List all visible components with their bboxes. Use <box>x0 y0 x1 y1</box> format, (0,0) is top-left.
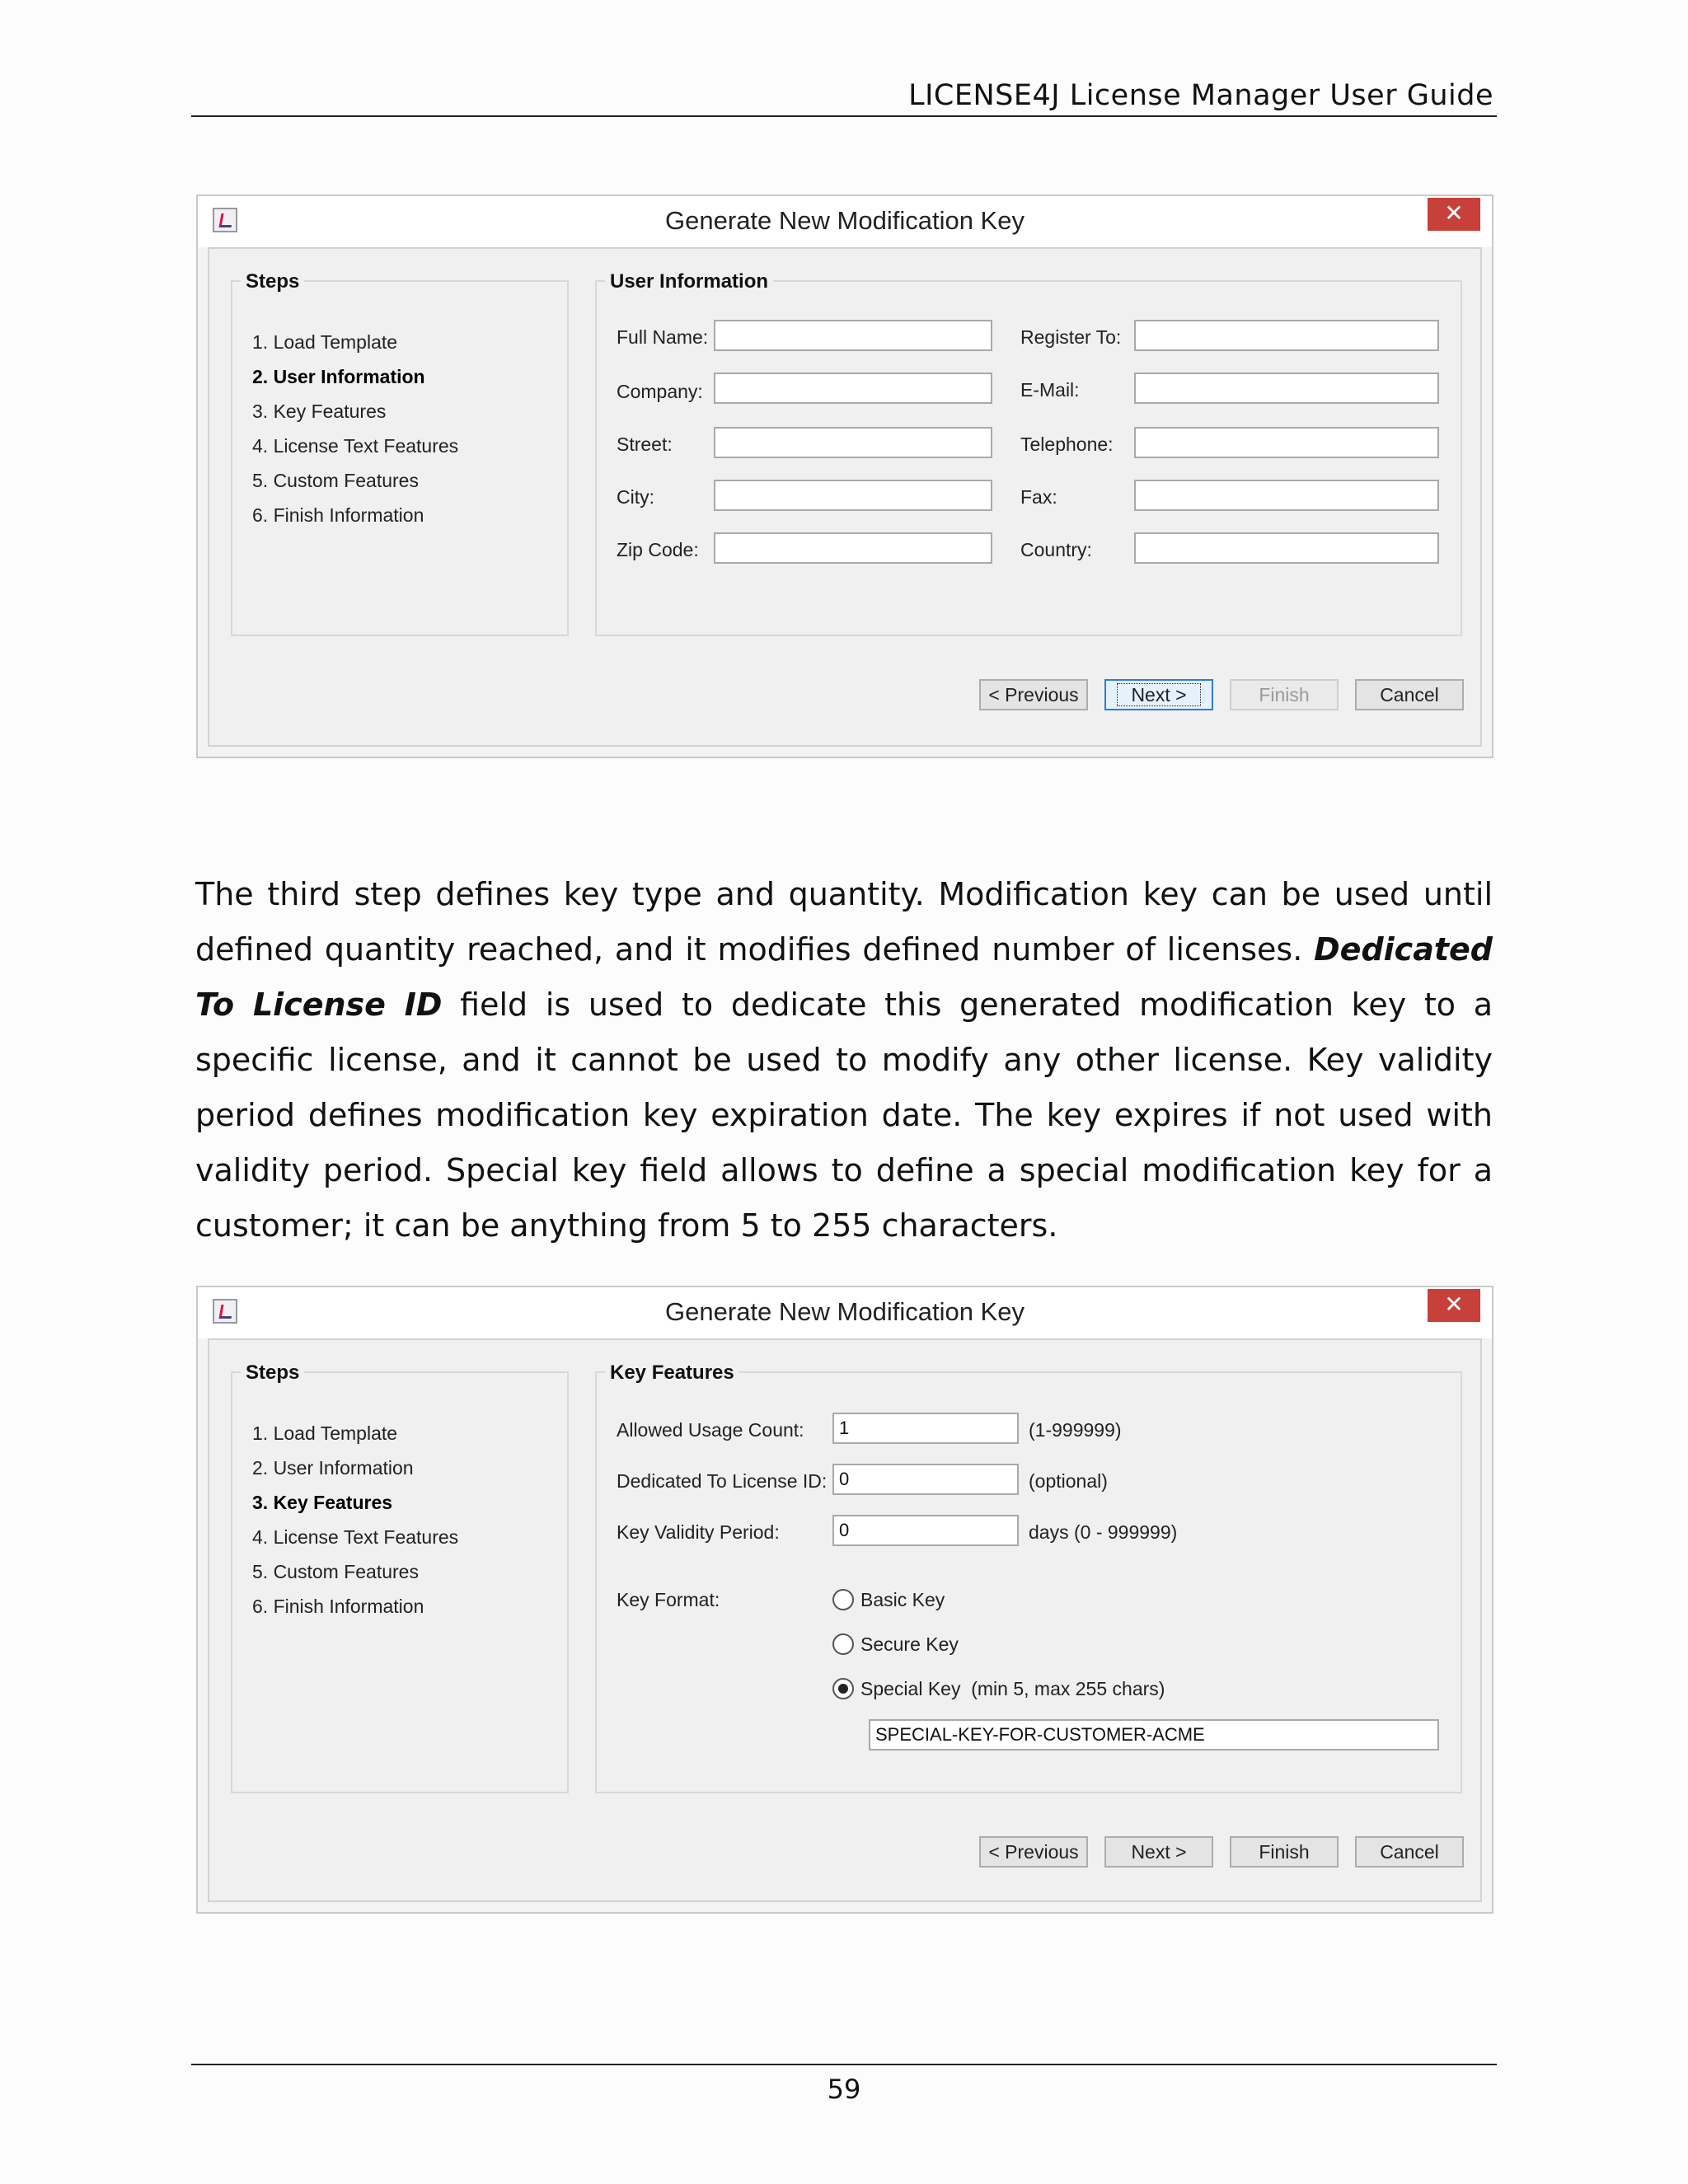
header-rule <box>191 115 1497 117</box>
step-item-active: 2. User Information <box>252 366 425 387</box>
basic-key-radio[interactable] <box>832 1589 854 1610</box>
previous-button[interactable]: < Previous <box>979 679 1088 710</box>
special-key-label[interactable]: Special Key (min 5, max 255 chars) <box>860 1678 1165 1699</box>
full-name-field[interactable] <box>714 320 992 351</box>
finish-button[interactable]: Finish <box>1230 679 1339 710</box>
dialog-key-features <box>196 1286 1493 1914</box>
key-validity-period-label: Key Validity Period: <box>617 1521 780 1543</box>
allowed-usage-count-field[interactable]: 1 <box>832 1413 1019 1444</box>
dialog-titlebar <box>198 196 1492 247</box>
dedicated-license-id-field[interactable]: 0 <box>832 1464 1019 1495</box>
full-name-label: Full Name: <box>617 326 709 348</box>
footer-rule <box>191 2064 1497 2065</box>
step-item: 1. Load Template <box>252 331 398 353</box>
street-label: Street: <box>617 434 673 455</box>
next-button[interactable]: Next > <box>1104 1836 1213 1868</box>
steps-list <box>252 1416 458 1624</box>
dialog-body <box>208 247 1482 747</box>
allowed-usage-count-label: Allowed Usage Count: <box>617 1419 804 1441</box>
step-item-active: 3. Key Features <box>252 1492 393 1513</box>
dialog-title: Generate New Modification Key <box>665 206 1025 235</box>
cancel-button[interactable]: Cancel <box>1355 1836 1464 1868</box>
step-item: 4. License Text Features <box>252 1526 459 1548</box>
steps-panel <box>231 270 569 636</box>
dialog-title: Generate New Modification Key <box>665 1297 1025 1326</box>
body-paragraph <box>195 867 1493 1254</box>
steps-title: Steps <box>241 270 304 293</box>
street-field[interactable] <box>714 427 992 458</box>
city-field[interactable] <box>714 480 992 511</box>
email-label: E-Mail: <box>1020 379 1080 401</box>
steps-title: Steps <box>241 1361 304 1385</box>
telephone-field[interactable] <box>1134 427 1439 458</box>
zip-code-label: Zip Code: <box>617 539 699 560</box>
section-title: Key Features <box>605 1361 739 1385</box>
zip-code-field[interactable] <box>714 532 992 564</box>
paragraph-text-2: field is used to dedicate this generated modification key to a specific license, and it cannot be used to modify any other license. Key validity period defines modification key expiration date. The key expires if not used with validity period. Special key field allows to define a special modification key for a customer; it can be anything from 5 to 255 characters. <box>195 987 1493 1244</box>
step-item: 4. License Text Features <box>252 435 459 457</box>
step-item: 1. Load Template <box>252 1422 398 1444</box>
next-button-label: Next > <box>1117 683 1200 706</box>
step-item: 6. Finish Information <box>252 1596 424 1617</box>
cancel-button[interactable]: Cancel <box>1355 679 1464 710</box>
dedicated-license-id-hint: (optional) <box>1029 1470 1108 1492</box>
register-to-field[interactable] <box>1134 320 1439 351</box>
secure-key-radio[interactable] <box>832 1633 854 1655</box>
step-item: 5. Custom Features <box>252 1561 419 1582</box>
page-number: 59 <box>827 2074 861 2105</box>
steps-panel <box>231 1361 569 1793</box>
section-title: User Information <box>605 270 773 293</box>
steps-list <box>252 325 458 532</box>
step-item: 5. Custom Features <box>252 470 419 491</box>
key-format-label: Key Format: <box>617 1589 720 1610</box>
previous-button[interactable]: < Previous <box>979 1836 1088 1868</box>
close-icon[interactable]: ✕ <box>1428 1289 1480 1322</box>
email-field[interactable] <box>1134 373 1439 404</box>
city-label: City: <box>617 486 654 508</box>
company-label: Company: <box>617 381 703 402</box>
special-key-field[interactable]: SPECIAL-KEY-FOR-CUSTOMER-ACME <box>869 1719 1439 1750</box>
fax-label: Fax: <box>1020 486 1057 508</box>
secure-key-label[interactable]: Secure Key <box>860 1633 959 1655</box>
dialog-user-information <box>196 194 1493 758</box>
key-validity-period-hint: days (0 - 999999) <box>1029 1521 1178 1543</box>
dialog-titlebar <box>198 1287 1492 1338</box>
step-item: 3. Key Features <box>252 401 387 422</box>
dialog-body <box>208 1338 1482 1902</box>
dedicated-license-id-label: Dedicated To License ID: <box>617 1470 828 1492</box>
register-to-label: Register To: <box>1020 326 1122 348</box>
paragraph-text-1: The third step defines key type and quantity. Modification key can be used until defined quantity reached, and it modifies defined number of licenses. <box>195 876 1493 968</box>
special-key-radio[interactable] <box>832 1678 854 1699</box>
allowed-usage-hint: (1-999999) <box>1029 1419 1122 1441</box>
basic-key-label[interactable]: Basic Key <box>860 1589 945 1610</box>
step-item: 6. Finish Information <box>252 504 424 526</box>
country-label: Country: <box>1020 539 1092 560</box>
country-field[interactable] <box>1134 532 1439 564</box>
paragraph-emphasis: Dedicated To License ID <box>195 931 1493 1023</box>
telephone-label: Telephone: <box>1020 434 1114 455</box>
step-item: 2. User Information <box>252 1457 414 1479</box>
next-button[interactable] <box>1104 679 1213 710</box>
key-features-panel <box>595 1361 1462 1793</box>
finish-button[interactable]: Finish <box>1230 1836 1339 1868</box>
company-field[interactable] <box>714 373 992 404</box>
running-header: LICENSE4J License Manager User Guide <box>908 79 1493 112</box>
key-validity-period-field[interactable]: 0 <box>832 1515 1019 1546</box>
user-information-panel <box>595 270 1462 636</box>
close-icon[interactable]: ✕ <box>1428 198 1480 231</box>
fax-field[interactable] <box>1134 480 1439 511</box>
